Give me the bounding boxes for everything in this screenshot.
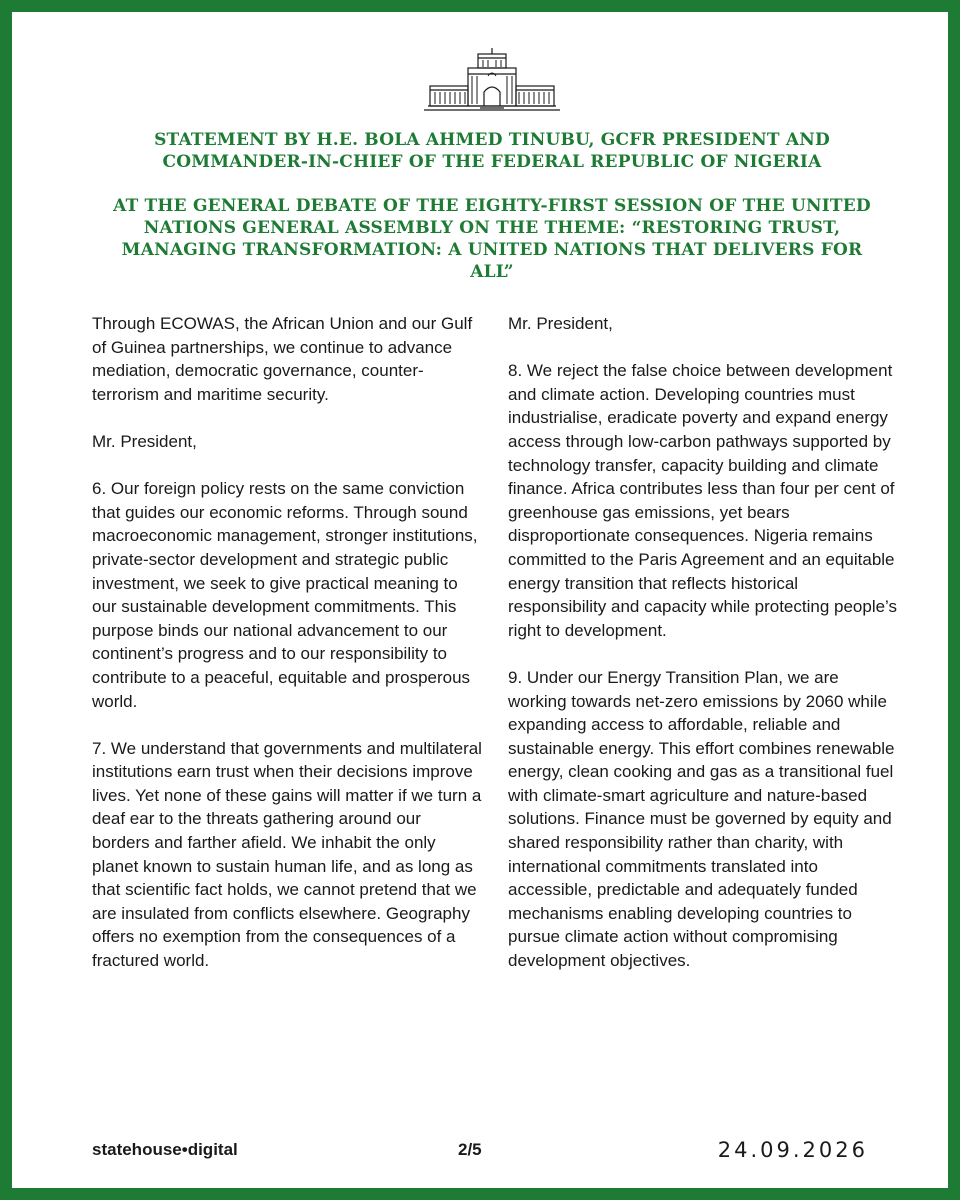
paragraph: Through ECOWAS, the African Union and our Gulf of Guinea partnerships, we continue to advance mediation, democratic governance, counter-terrorism and maritime security. bbox=[92, 314, 473, 404]
statement-date: 24.09.2026 bbox=[717, 1138, 868, 1162]
footer-brand: statehouse•digital bbox=[92, 1140, 238, 1159]
paragraph: 8. We reject the false choice between development and climate action. Developing countries must industrialise, eradicate poverty and expand energy access through low-carbon pathways supported by technology transfer, capacity building and climate finance. Africa contributes less than four per cent of greenhouse gas emissions, yet bears disproportionate consequences. Nigeria remains committed to the Paris Agreement and an equitable energy transition that reflects historical responsibility and capacity while protecting people’s right to development. bbox=[508, 361, 898, 640]
paragraph: 9. Under our Energy Transition Plan, we are working towards net-zero emissions by 2060 while expanding access to affordable, reliable and sustainable energy. This effort combines renewable energy, clean cooking and gas as a transitional fuel with climate-smart agriculture and nature-based solutions. Finance must be governed by equity and shared responsibility rather than charity, with international commitments translated into accessible, predictable and adequately funded mechanisms enabling developing countries to pursue climate action without compromising development objectives. bbox=[508, 667, 895, 971]
paragraph: 7. We understand that governments and multilateral institutions earn trust when their decisions improve lives. Yet none of these gains will matter if we turn a deaf ear to the threats gathering around our borders and farther afield. We inhabit the only planet known to sustain human life, and as long as that scientific fact holds, we cannot pretend that we are insulated from conflicts elsewhere. Geography offers no exemption from the consequences of a fractured world. bbox=[92, 738, 482, 971]
statement-subtitle: AT THE GENERAL DEBATE OF THE EIGHTY-FIRST SESSION OF THE UNITED NATIONS GENERAL ASSEMBLY ON THE THEME: “RESTORING TRUST, MANAGING TRANSFORMATION: A UNITED NATIONS THAT DELIVERS FOR ALL” bbox=[113, 196, 871, 282]
right-column bbox=[508, 312, 898, 996]
paragraph: Mr. President, bbox=[92, 431, 197, 451]
left-column bbox=[92, 312, 482, 996]
paragraph: Mr. President, bbox=[508, 314, 613, 333]
page-number: 2/5 bbox=[458, 1140, 482, 1159]
paragraph: 6. Our foreign policy rests on the same conviction that guides our economic reforms. Through sound macroeconomic management, stronger institutions, private-sector development and strategic public investment, we seek to give practical meaning to our sustainable development commitments. This purpose binds our national advancement to our continent’s progress and to our responsibility to contribute to a peaceful, equitable and prosperous world. bbox=[92, 479, 478, 711]
statement-title: STATEMENT BY H.E. BOLA AHMED TINUBU, GCFR PRESIDENT AND COMMANDER-IN-CHIEF OF THE FEDERAL REPUBLIC OF NIGERIA bbox=[154, 130, 830, 172]
state-house-building-icon bbox=[422, 46, 562, 114]
